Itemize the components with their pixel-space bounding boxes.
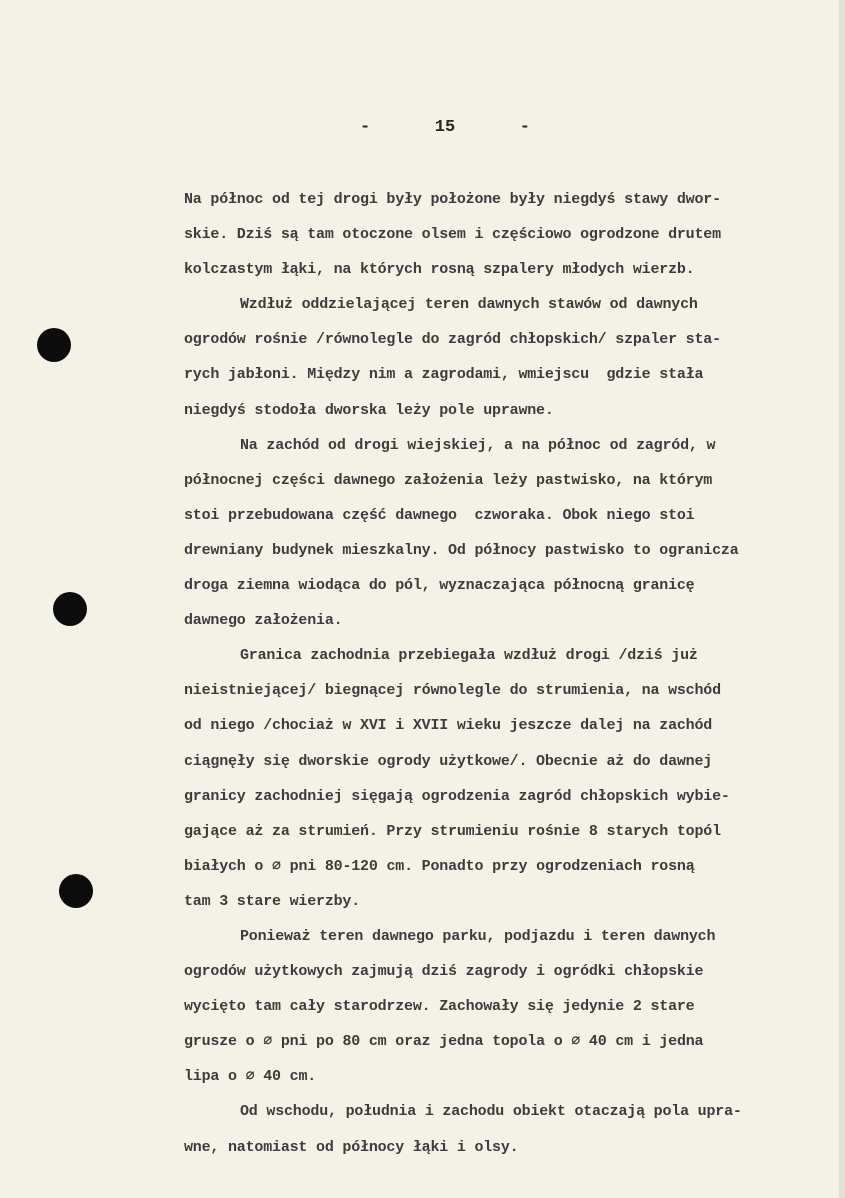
text-line: ciągnęły się dworskie ogrody użytkowe/. Obecnie aż do dawnej (184, 752, 713, 770)
text-line: ogrodów rośnie /równolegle do zagród chłopskich/ szpaler sta- (184, 331, 721, 349)
text-line: gające aż za strumień. Przy strumieniu rośnie 8 starych topól (184, 822, 721, 840)
text-line: dawnego założenia. (184, 612, 343, 630)
page-number-dash-left: - (360, 118, 371, 137)
page-number: 15 (434, 118, 456, 137)
text-line: droga ziemna wiodąca do pól, wyznaczająca północną granicę (184, 577, 695, 595)
punch-hole-top (37, 328, 71, 362)
text-line: Od wschodu, południa i zachodu obiekt otaczają pola upra- (240, 1103, 742, 1121)
text-line: wycięto tam cały starodrzew. Zachowały się jedynie 2 stare (184, 998, 695, 1016)
text-line: białych o ∅ pni 80-120 cm. Ponadto przy ogrodzeniach rosną (184, 857, 695, 875)
text-line: tam 3 stare wierzby. (184, 892, 361, 910)
text-line: drewniany budynek mieszkalny. Od północy pastwisko to ogranicza (184, 541, 739, 559)
text-line: skie. Dziś są tam otoczone olsem i częściowo ogrodzone drutem (184, 226, 721, 244)
text-line: granicy zachodniej sięgają ogrodzenia zagród chłopskich wybie- (184, 787, 730, 805)
text-line: Ponieważ teren dawnego parku, podjazdu i teren dawnych (240, 927, 716, 945)
text-line: Na zachód od drogi wiejskiej, a na północ od zagród, w (240, 436, 716, 454)
text-line: rych jabłoni. Między nim a zagrodami, wmiejscu gdzie stała (184, 366, 704, 384)
page-number-header (360, 118, 530, 137)
body-text (184, 182, 844, 1165)
text-line: Na północ od tej drogi były położone były niegdyś stawy dwor- (184, 191, 721, 208)
text-line: ogrodów użytkowych zajmują dziś zagrody i ogródki chłopskie (184, 963, 704, 981)
punch-hole-middle (53, 592, 87, 626)
punch-hole-bottom (59, 874, 93, 908)
text-line: grusze o ∅ pni po 80 cm oraz jedna topola o ∅ 40 cm i jedna (184, 1033, 704, 1051)
text-line: nieistniejącej/ biegnącej równolegle do strumienia, na wschód (184, 682, 721, 700)
text-line: kolczastym łąki, na których rosną szpalery młodych wierzb. (184, 261, 695, 279)
text-line: północnej części dawnego założenia leży pastwisko, na którym (184, 471, 713, 489)
text-line: Wzdłuż oddzielającej teren dawnych stawów od dawnych (240, 296, 698, 314)
text-line: lipa o ∅ 40 cm. (184, 1068, 317, 1086)
text-line: wne, natomiast od północy łąki i olsy. (184, 1138, 519, 1156)
text-line: niegdyś stodoła dworska leży pole uprawne. (184, 401, 554, 419)
page-number-dash-right: - (519, 118, 530, 137)
text-line: od niego /chociaż w XVI i XVII wieku jeszcze dalej na zachód (184, 717, 713, 735)
text-line: Granica zachodnia przebiegała wzdłuż drogi /dziś już (240, 647, 698, 665)
text-line: stoi przebudowana część dawnego czworaka. Obok niego stoi (184, 506, 695, 524)
